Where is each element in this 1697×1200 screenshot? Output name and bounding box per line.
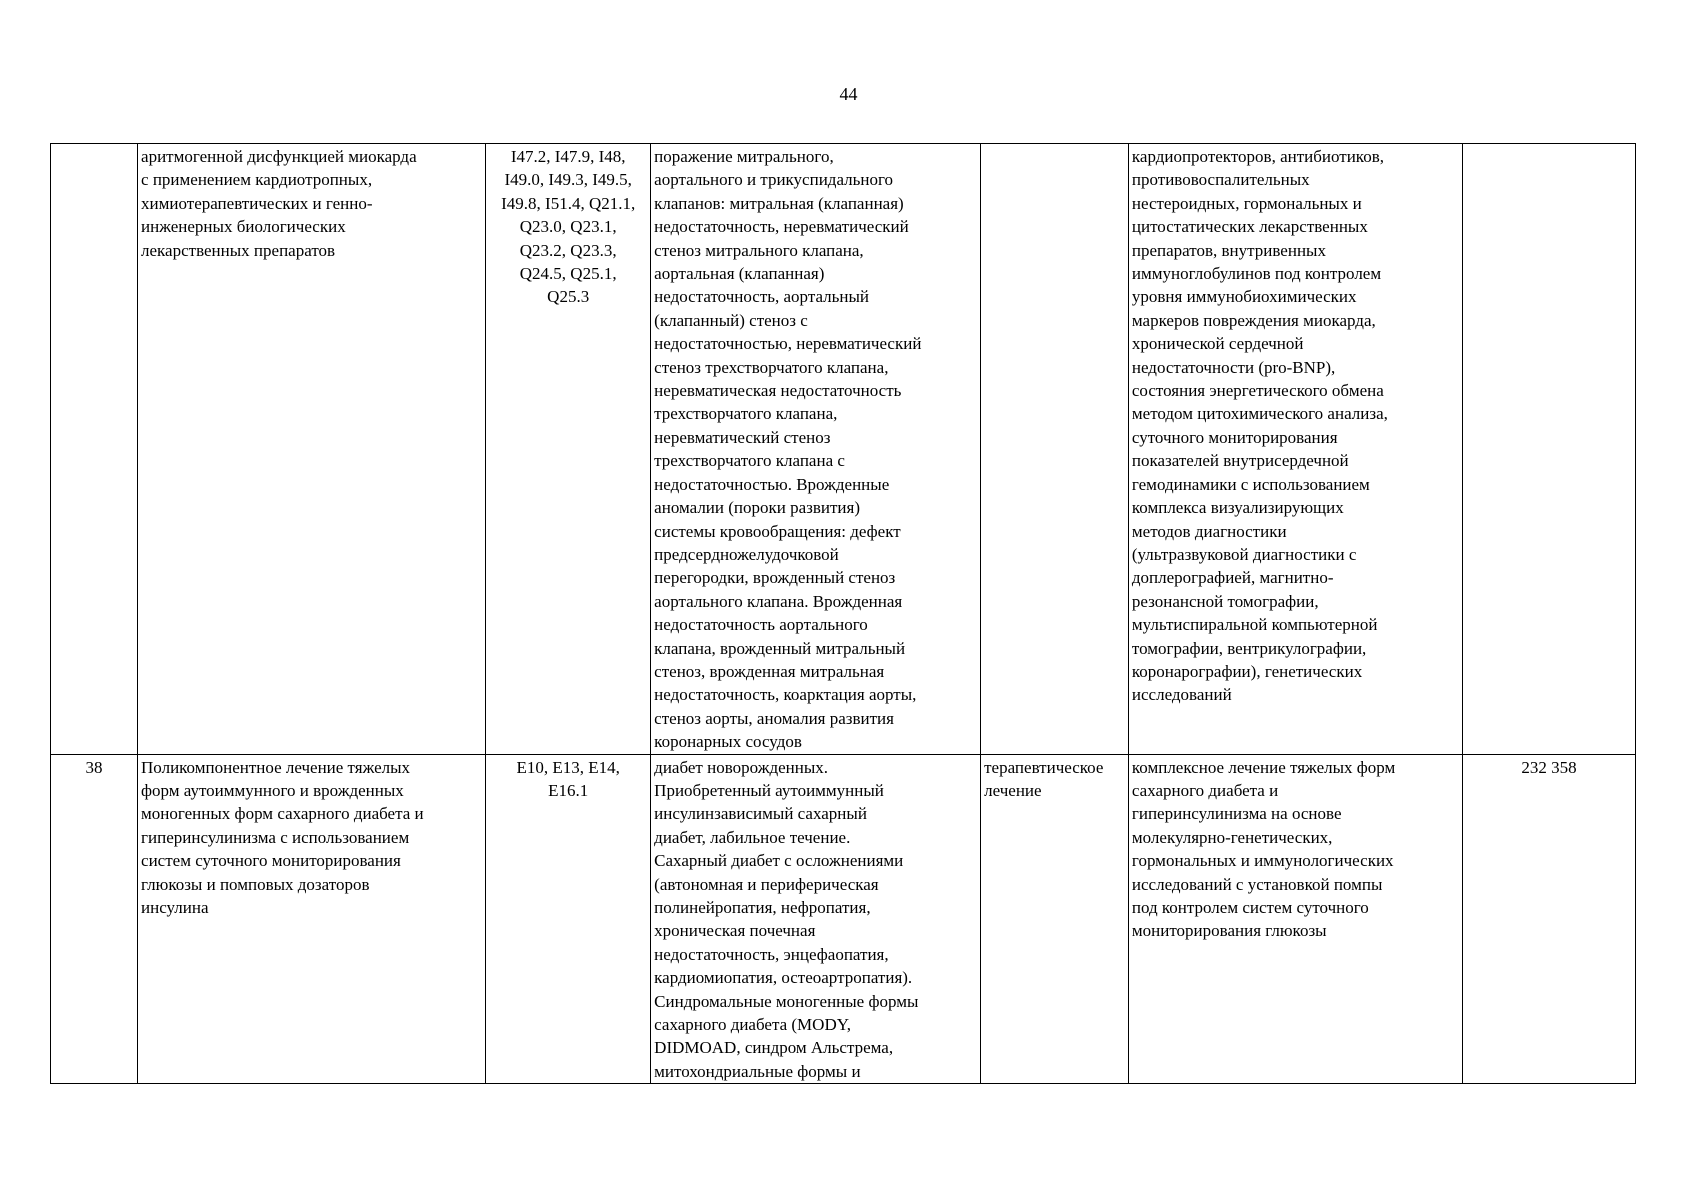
text-line: Синдромальные моногенные формы bbox=[654, 991, 919, 1011]
text-line: гемодинамики с использованием bbox=[1131, 474, 1370, 494]
text-line: противовоспалительных bbox=[1131, 170, 1310, 190]
text-line: аномалии (пороки развития) bbox=[654, 498, 861, 518]
text-line: неревматическая недостаточность bbox=[654, 381, 902, 401]
text-line: мониторирования глюкозы bbox=[1131, 921, 1327, 941]
text-line: недостаточностью. Врожденные bbox=[654, 474, 890, 494]
text-line: хронической сердечной bbox=[1131, 334, 1304, 354]
text-line: уровня иммунобиохимических bbox=[1131, 287, 1357, 307]
text-line: недостаточность, аортальный bbox=[654, 287, 870, 307]
text-line: доплерографией, магнитно- bbox=[1131, 568, 1334, 588]
care-name-cell bbox=[138, 754, 486, 1084]
cost-cell bbox=[1462, 144, 1635, 755]
medical-care-table bbox=[50, 143, 1636, 1084]
text-line: форм аутоиммунного и врожденных bbox=[141, 780, 404, 800]
text-line: гиперинсулинизма с использованием bbox=[141, 827, 410, 847]
icd-codes-cell bbox=[486, 144, 651, 755]
text-line: стеноз митрального клапана, bbox=[654, 240, 864, 260]
text-line: моногенных форм сахарного диабета и bbox=[141, 804, 424, 824]
treatment-method-cell bbox=[1128, 144, 1462, 755]
icd-codes-cell bbox=[486, 754, 651, 1084]
text-line: суточного мониторирования bbox=[1131, 427, 1338, 447]
text-line: стеноз аорты, аномалия развития bbox=[654, 708, 894, 728]
text-line: недостаточностью, неревматический bbox=[654, 334, 922, 354]
text-line: трехстворчатого клапана с bbox=[654, 451, 845, 471]
text-line: E10, E13, E14, bbox=[516, 757, 620, 777]
text-line: маркеров повреждения миокарда, bbox=[1131, 310, 1376, 330]
text-line: поражение митрального, bbox=[654, 147, 834, 166]
text-line: инженерных биологических bbox=[141, 217, 346, 237]
text-line: Q25.3 bbox=[547, 287, 590, 307]
text-line: томографии, вентрикулографии, bbox=[1131, 638, 1367, 658]
text-line: методов диагностики bbox=[1131, 521, 1287, 541]
text-line: инсулинзависимый сахарный bbox=[654, 804, 867, 824]
text-line: аортального и трикуспидального bbox=[654, 170, 894, 190]
text-line: Сахарный диабет с осложнениями bbox=[654, 851, 904, 871]
text-line: нестероидных, гормональных и bbox=[1131, 193, 1362, 213]
text-line: молекулярно-генетических, bbox=[1131, 827, 1333, 847]
text-line: I49.8, I51.4, Q21.1, bbox=[501, 193, 636, 213]
text-line: исследований bbox=[1131, 685, 1232, 705]
text-line: систем суточного мониторирования bbox=[141, 851, 401, 871]
text-line: комплексное лечение тяжелых форм bbox=[1131, 757, 1396, 777]
text-line: коронарографии), генетических bbox=[1131, 661, 1363, 681]
text-line: глюкозы и помповых дозаторов bbox=[141, 874, 370, 894]
text-line: показателей внутрисердечной bbox=[1131, 451, 1349, 471]
text-line: Поликомпонентное лечение тяжелых bbox=[141, 757, 411, 777]
text-line: (клапанный) стеноз с bbox=[654, 310, 808, 330]
text-line: Приобретенный аутоиммунный bbox=[654, 780, 884, 800]
text-line: коронарных сосудов bbox=[654, 732, 802, 752]
text-line: диабет новорожденных. bbox=[654, 757, 829, 777]
text-line: гормональных и иммунологических bbox=[1131, 851, 1394, 871]
text-line: аортальная (клапанная) bbox=[654, 264, 825, 284]
text-line: Q23.2, Q23.3, bbox=[519, 240, 617, 260]
text-line: сахарного диабета (MODY, bbox=[654, 1015, 852, 1035]
treatment-method-cell bbox=[1128, 754, 1462, 1084]
text-line: лечение bbox=[984, 780, 1042, 800]
text-line: состояния энергетического обмена bbox=[1131, 381, 1384, 401]
text-line: гиперинсулинизма на основе bbox=[1131, 804, 1342, 824]
text-line: резонансной томографии, bbox=[1131, 591, 1319, 611]
text-line: (ультразвуковой диагностики с bbox=[1131, 544, 1357, 564]
text-line: (автономная и периферическая bbox=[654, 874, 879, 894]
row-number-cell bbox=[51, 144, 138, 755]
text-line: предсердножелудочковой bbox=[654, 544, 839, 564]
text-line: мультиспиральной компьютерной bbox=[1131, 615, 1378, 635]
text-line: DIDMOAD, синдром Альстрема, bbox=[654, 1038, 894, 1058]
text-line: цитостатических лекарственных bbox=[1131, 217, 1368, 237]
text-line: недостаточность, неревматический bbox=[654, 217, 909, 237]
text-line: трехстворчатого клапана, bbox=[654, 404, 838, 424]
patient-model-cell bbox=[651, 754, 981, 1084]
text-line: аортального клапана. Врожденная bbox=[654, 591, 903, 611]
treatment-type-cell bbox=[981, 144, 1129, 755]
text-line: исследований с установкой помпы bbox=[1131, 874, 1383, 894]
table-row bbox=[51, 754, 1636, 1084]
text-line: терапевтическое bbox=[984, 757, 1104, 777]
patient-model-cell bbox=[651, 144, 981, 755]
text-line: E16.1 bbox=[548, 780, 589, 800]
text-line: I47.2, I47.9, I48, bbox=[510, 147, 626, 166]
text-line: Q23.0, Q23.1, bbox=[519, 217, 617, 237]
text-line: методом цитохимического анализа, bbox=[1131, 404, 1388, 424]
text-line: химиотерапевтических и генно- bbox=[141, 193, 373, 213]
text-line: аритмогенной дисфункцией миокарда bbox=[141, 147, 417, 166]
text-line: препаратов, внутривенных bbox=[1131, 240, 1326, 260]
text-line: недостаточность, коарктация аорты, bbox=[654, 685, 917, 705]
text-line: перегородки, врожденный стеноз bbox=[654, 568, 896, 588]
text-line: Q24.5, Q25.1, bbox=[519, 264, 617, 284]
text-line: полинейропатия, нефропатия, bbox=[654, 898, 871, 917]
text-line: недостаточности (pro-BNP), bbox=[1131, 357, 1336, 377]
text-line: кардиопротекторов, антибиотиков, bbox=[1131, 147, 1384, 166]
text-line: митохондриальные формы и bbox=[654, 1061, 861, 1081]
text-line: лекарственных препаратов bbox=[141, 240, 336, 260]
text-line: системы кровообращения: дефект bbox=[654, 521, 901, 541]
table-row bbox=[51, 144, 1636, 755]
text-line: иммуноглобулинов под контролем bbox=[1131, 264, 1382, 284]
text-line: инсулина bbox=[141, 898, 209, 917]
care-name-cell bbox=[138, 144, 486, 755]
text-line: под контролем систем суточного bbox=[1131, 898, 1369, 917]
text-line: клапанов: митральная (клапанная) bbox=[654, 193, 904, 213]
text-line: I49.0, I49.3, I49.5, bbox=[504, 170, 632, 190]
text-line: с применением кардиотропных, bbox=[141, 170, 373, 190]
text-line: хроническая почечная bbox=[654, 921, 816, 941]
text-line: комплекса визуализирующих bbox=[1131, 498, 1344, 518]
text-line: неревматический стеноз bbox=[654, 427, 831, 447]
text-line: стеноз, врожденная митральная bbox=[654, 661, 885, 681]
text-line: недостаточность аортального bbox=[654, 615, 868, 635]
text-line: клапана, врожденный митральный bbox=[654, 638, 906, 658]
text-line: сахарного диабета и bbox=[1131, 780, 1279, 800]
text-line: кардиомиопатия, остеоартропатия). bbox=[654, 968, 913, 988]
page-number: 44 bbox=[839, 84, 858, 104]
text-line: стеноз трехстворчатого клапана, bbox=[654, 357, 889, 377]
treatment-type-cell bbox=[981, 754, 1129, 1084]
text-line: недостаточность, энцефаопатия, bbox=[654, 944, 889, 964]
text-line: диабет, лабильное течение. bbox=[654, 827, 851, 847]
row-number-cell: 38 bbox=[51, 754, 138, 1084]
cost-cell: 232 358 bbox=[1462, 754, 1635, 1084]
